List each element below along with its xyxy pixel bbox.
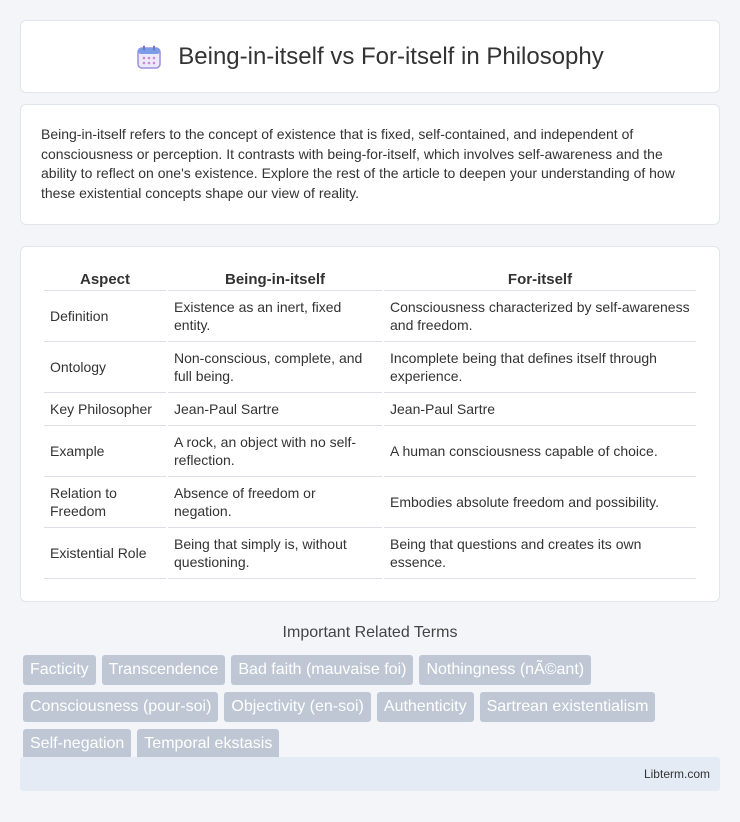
header-for-itself: For-itself [384, 268, 696, 291]
comparison-table-card [20, 246, 720, 602]
tag-consciousness[interactable]: Consciousness (pour-soi) [23, 692, 218, 722]
cell-being-in-itself: A rock, an object with no self-reflection. [168, 426, 382, 477]
table-row [44, 291, 696, 342]
cell-for-itself: Embodies absolute freedom and possibility. [384, 477, 696, 528]
cell-aspect: Relation to Freedom [44, 477, 166, 528]
tag-temporal-ekstasis[interactable]: Temporal ekstasis [137, 729, 279, 759]
table-header-row [44, 268, 696, 291]
cell-aspect: Ontology [44, 342, 166, 393]
comparison-table [42, 268, 698, 579]
table-row [44, 393, 696, 426]
related-terms-title: Important Related Terms [282, 624, 458, 641]
tag-sartrean-existentialism[interactable]: Sartrean existentialism [480, 692, 656, 722]
footer [20, 757, 720, 791]
cell-aspect: Existential Role [44, 528, 166, 579]
cell-being-in-itself: Existence as an inert, fixed entity. [168, 291, 382, 342]
tag-nothingness[interactable]: Nothingness (nÃ©ant) [419, 655, 591, 685]
tag-facticity[interactable]: Facticity [23, 655, 96, 685]
tag-objectivity[interactable]: Objectivity (en-soi) [224, 692, 370, 722]
cell-for-itself: Jean-Paul Sartre [384, 393, 696, 426]
table-row [44, 477, 696, 528]
table-row [44, 528, 696, 579]
table-row [44, 342, 696, 393]
tag-self-negation[interactable]: Self-negation [23, 729, 131, 759]
cell-aspect: Key Philosopher [44, 393, 166, 426]
intro-text: Being-in-itself refers to the concept of existence that is fixed, self-contained, and independent of consciousness or perception. It contrasts with being-for-itself, which involves self-awareness and the ability to reflect on one's existence. Explore the rest of the article to deepen your understanding of how these existential concepts shape our view of reality. [41, 126, 675, 201]
cell-being-in-itself: Jean-Paul Sartre [168, 393, 382, 426]
tag-bad-faith[interactable]: Bad faith (mauvaise foi) [231, 655, 413, 685]
related-terms-list [20, 655, 720, 759]
tag-transcendence[interactable]: Transcendence [102, 655, 226, 685]
tag-authenticity[interactable]: Authenticity [377, 692, 474, 722]
footer-site-link[interactable]: Libterm.com [643, 767, 710, 781]
cell-for-itself: A human consciousness capable of choice. [384, 426, 696, 477]
header-being-in-itself: Being-in-itself [168, 268, 382, 291]
cell-for-itself: Incomplete being that defines itself through experience. [384, 342, 696, 393]
cell-being-in-itself: Non-conscious, complete, and full being. [168, 342, 382, 393]
cell-being-in-itself: Absence of freedom or negation. [168, 477, 382, 528]
title-card [20, 20, 720, 93]
calendar-icon [136, 44, 162, 70]
header-aspect: Aspect [44, 268, 166, 291]
cell-aspect: Definition [44, 291, 166, 342]
page-title: Being-in-itself vs For-itself in Philosophy [178, 42, 604, 70]
intro-card [20, 104, 720, 225]
cell-being-in-itself: Being that simply is, without questioning. [168, 528, 382, 579]
cell-for-itself: Being that questions and creates its own essence. [384, 528, 696, 579]
cell-aspect: Example [44, 426, 166, 477]
cell-for-itself: Consciousness characterized by self-awareness and freedom. [384, 291, 696, 342]
table-row [44, 426, 696, 477]
